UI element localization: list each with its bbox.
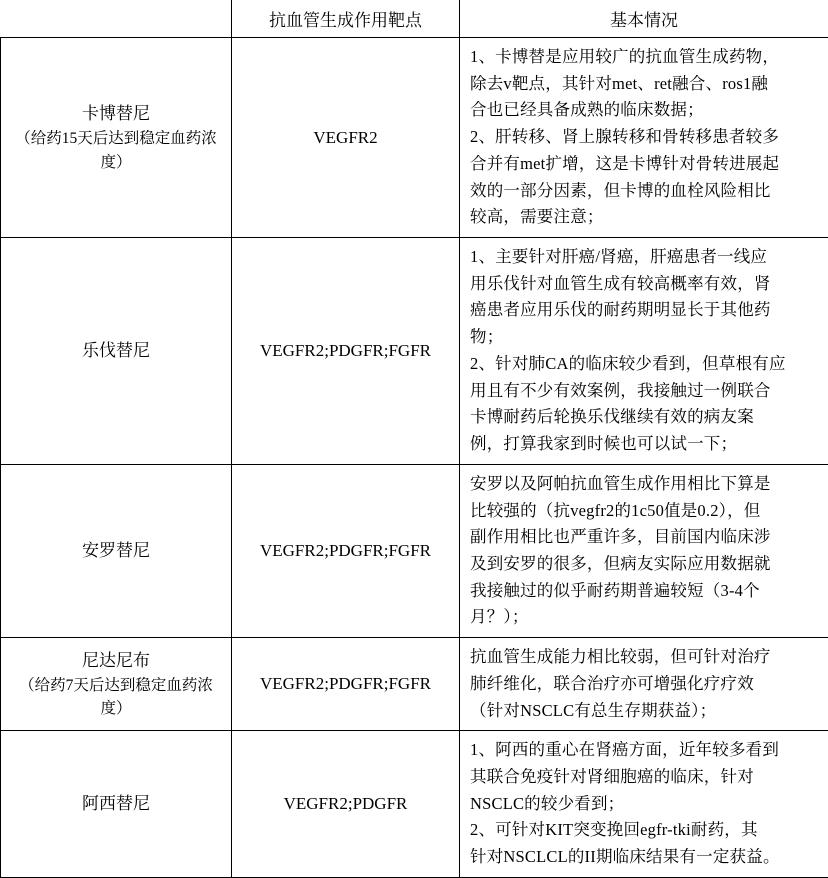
drug-description-cell [460, 638, 828, 731]
description-line: 合也已经具备成熟的临床数据； [470, 97, 818, 124]
header-cell-overview: 基本情况 [460, 0, 828, 38]
table-row [1, 464, 828, 637]
description-line: 较高，需要注意； [470, 204, 818, 231]
description-line: 1、阿西的重心在肾癌方面，近年较多看到 [470, 737, 818, 764]
drug-name-cell [1, 238, 232, 465]
description-line: 2、肝转移、肾上腺转移和骨转移患者较多 [470, 124, 818, 151]
drug-name: 卡博替尼 [82, 104, 150, 123]
drug-name: 安罗替尼 [82, 541, 150, 560]
drug-name: 尼达尼布 [82, 651, 150, 670]
description-line: （针对NSCLC有总生存期获益）； [470, 698, 818, 725]
description-line: 1、卡博替是应用较广的抗血管生成药物， [470, 44, 818, 71]
drug-name: 阿西替尼 [82, 794, 150, 813]
description-line: 月？）； [470, 604, 818, 631]
description-line: 卡博耐药后轮换乐伐继续有效的病友案 [470, 404, 818, 431]
drug-name-cell [1, 638, 232, 731]
table-header-row [1, 0, 828, 38]
description-line: 副作用相比也严重许多，目前国内临床涉 [470, 524, 818, 551]
description-line: 我接触过的似乎耐药期普遍较短（3-4个 [470, 578, 818, 605]
description-line: 用乐伐针对血管生成有较高概率有效，肾 [470, 271, 818, 298]
description-line: 除去v靶点，其针对met、ret融合、ros1融 [470, 71, 818, 98]
description-line: 例，打算我家到时候也可以试一下； [470, 431, 818, 458]
drug-description-cell [460, 238, 828, 465]
table-row [1, 38, 828, 238]
drug-target-cell: VEGFR2;PDGFR;FGFR [232, 238, 460, 465]
description-line: 比较强的（抗vegfr2的1c50值是0.2），但 [470, 498, 818, 525]
header-cell-blank [1, 0, 232, 38]
description-line: 针对NSCLCL的II期临床结果有一定获益。 [470, 844, 818, 871]
description-line: 安罗以及阿帕抗血管生成作用相比下算是 [470, 471, 818, 498]
table-row [1, 731, 828, 878]
description-line: 物； [470, 324, 818, 351]
table-row [1, 238, 828, 465]
drug-description-cell [460, 38, 828, 238]
drug-target-cell: VEGFR2 [232, 38, 460, 238]
description-line: 2、针对肺CA的临床较少看到，但草根有应 [470, 351, 818, 378]
drug-name: 乐伐替尼 [82, 341, 150, 360]
description-line: 癌患者应用乐伐的耐药期明显长于其他药 [470, 297, 818, 324]
drug-description-cell [460, 464, 828, 637]
drug-name-note: （给药15天后达到稳定血药浓度） [11, 127, 221, 174]
description-line: 效的一部分因素，但卡博的血栓风险相比 [470, 178, 818, 205]
description-line: 1、主要针对肝癌/肾癌，肝癌患者一线应 [470, 244, 818, 271]
drug-name-cell [1, 731, 232, 878]
drug-target-cell: VEGFR2;PDGFR;FGFR [232, 464, 460, 637]
drug-name-cell [1, 464, 232, 637]
table-row [1, 638, 828, 731]
drug-target-cell: VEGFR2;PDGFR [232, 731, 460, 878]
description-line: 2、可针对KIT突变挽回egfr-tki耐药，其 [470, 817, 818, 844]
drug-name-note: （给药7天后达到稳定血药浓度） [11, 674, 221, 721]
description-line: 合并有met扩增，这是卡博针对骨转进展起 [470, 151, 818, 178]
description-line: 抗血管生成能力相比较弱，但可针对治疗 [470, 644, 818, 671]
drug-target-cell: VEGFR2;PDGFR;FGFR [232, 638, 460, 731]
description-line: 肺纤维化，联合治疗亦可增强化疗疗效 [470, 671, 818, 698]
drug-name-cell [1, 38, 232, 238]
header-cell-target: 抗血管生成作用靶点 [232, 0, 460, 38]
description-line: 及到安罗的很多，但病友实际应用数据就 [470, 551, 818, 578]
description-line: 其联合免疫针对肾细胞癌的临床，针对 [470, 764, 818, 791]
description-line: 用且有不少有效案例，我接触过一例联合 [470, 378, 818, 405]
drug-description-cell [460, 731, 828, 878]
description-line: NSCLC的较少看到； [470, 791, 818, 818]
